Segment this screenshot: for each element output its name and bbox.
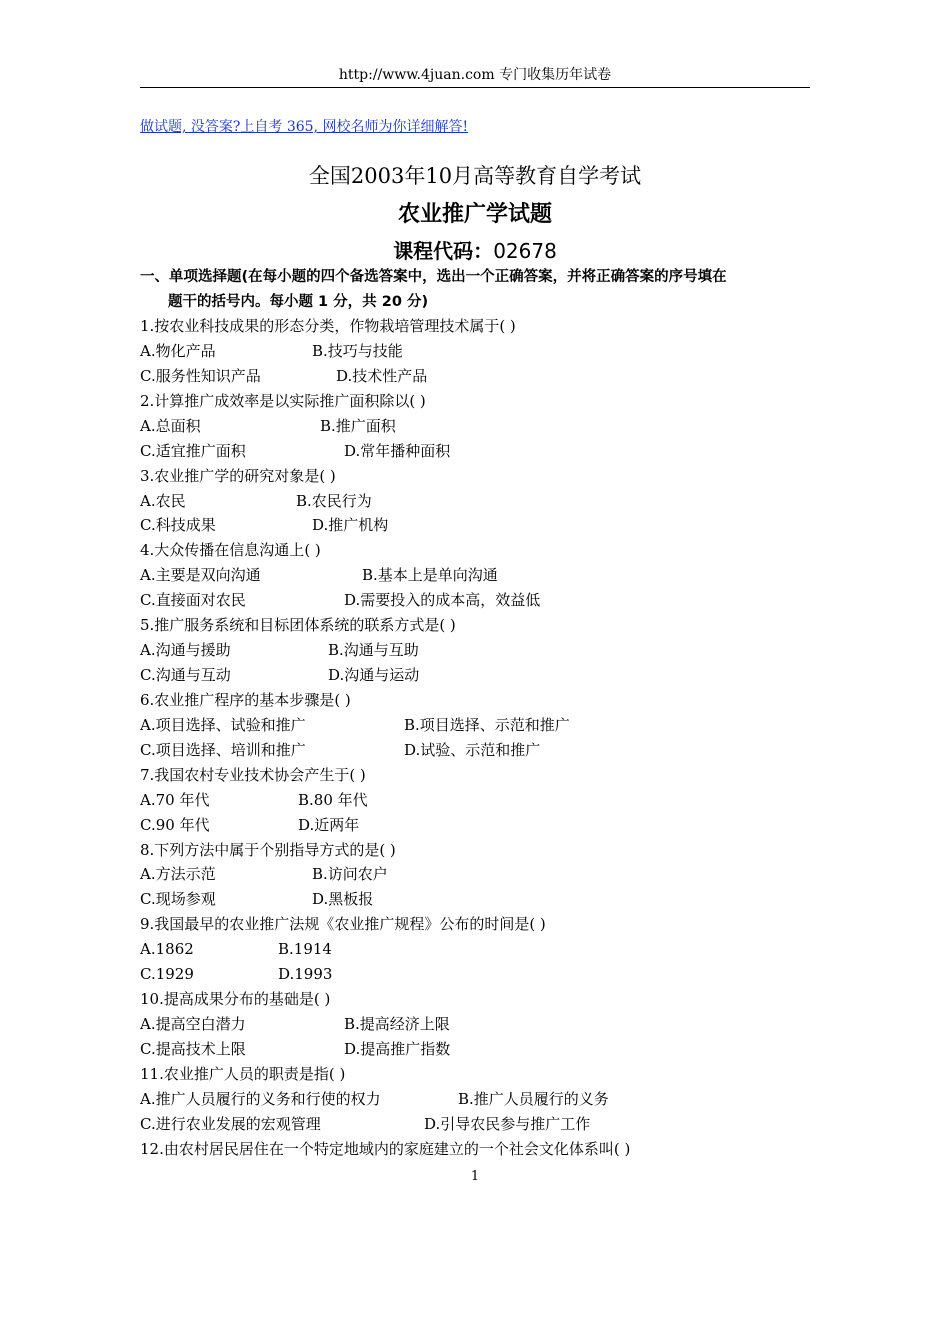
course-code-label: 课程代码： [393, 239, 494, 263]
question-10-option-b: B.提高经济上限 [344, 1015, 450, 1033]
question-9-option-c: C.1929 [140, 965, 194, 983]
question-12: 12.由农村居民居住在一个特定地域内的家庭建立的一个社会文化体系叫( ) [140, 1140, 631, 1158]
question-8-option-d: D.黑板报 [312, 890, 374, 908]
question-5: 5.推广服务系统和目标团体系统的联系方式是( ) [140, 616, 456, 634]
page-number: 1 [470, 1169, 480, 1184]
question-3: 3.农业推广学的研究对象是( ) [140, 467, 336, 485]
question-4-option-c: C.直接面对农民 [140, 591, 246, 609]
question-1: 1.按农业科技成果的形态分类，作物栽培管理技术属于( ) [140, 317, 516, 335]
question-1-option-c: C.服务性知识产品 [140, 367, 261, 385]
question-4-option-b: B.基本上是单向沟通 [362, 566, 498, 584]
question-8: 8.下列方法中属于个别指导方式的是( ) [140, 841, 396, 859]
question-3-option-a: A.农民 [140, 492, 186, 510]
question-10: 10.提高成果分布的基础是( ) [140, 990, 331, 1008]
question-7-option-a: A.70 年代 [140, 791, 210, 809]
question-7-option-d: D.近两年 [298, 816, 360, 834]
question-6-option-b: B.项目选择、示范和推广 [404, 716, 570, 734]
question-4-option-a: A.主要是双向沟通 [140, 566, 261, 584]
question-1-option-b: B.技巧与技能 [312, 342, 403, 360]
question-10-option-d: D.提高推广指数 [344, 1040, 451, 1058]
course-code-value: 02678 [493, 239, 557, 263]
question-9: 9.我国最早的农业推广法规《农业推广规程》公布的时间是( ) [140, 915, 546, 933]
promo-link[interactable]: 做试题, 没答案?上自考 365, 网校名师为你详细解答! [140, 119, 469, 135]
question-4-option-d: D.需要投入的成本高，效益低 [344, 591, 541, 609]
question-3-option-b: B.农民行为 [296, 492, 372, 510]
question-6: 6.农业推广程序的基本步骤是( ) [140, 691, 351, 709]
question-4: 4.大众传播在信息沟通上( ) [140, 541, 321, 559]
question-1-option-d: D.技术性产品 [336, 367, 428, 385]
question-2-option-d: D.常年播种面积 [344, 442, 451, 460]
question-7-option-c: C.90 年代 [140, 816, 210, 834]
question-7: 7.我国农村专业技术协会产生于( ) [140, 766, 366, 784]
subject-title: 农业推广学试题 [397, 202, 552, 227]
question-8-option-b: B.访问农户 [312, 865, 388, 883]
question-2-option-c: C.适宜推广面积 [140, 442, 246, 460]
question-10-option-a: A.提高空白潜力 [140, 1015, 246, 1033]
question-11-option-b: B.推广人员履行的义务 [458, 1090, 609, 1108]
exam-title: 全国2003年10月高等教育自学考试 [308, 164, 642, 188]
section-heading-line1: 一、单项选择题(在每小题的四个备选答案中，选出一个正确答案，并将正确答案的序号填在 [140, 269, 727, 285]
question-5-option-c: C.沟通与互动 [140, 666, 231, 684]
question-3-option-d: D.推广机构 [312, 516, 389, 534]
question-11-option-a: A.推广人员履行的义务和行使的权力 [140, 1090, 381, 1108]
page-header: http://www.4juan.com 专门收集历年试卷 [338, 67, 612, 83]
course-code [140, 237, 810, 265]
question-3-option-c: C.科技成果 [140, 516, 216, 534]
question-9-option-b: B.1914 [278, 940, 332, 958]
question-11-option-d: D.引导农民参与推广工作 [424, 1115, 591, 1133]
question-7-option-b: B.80 年代 [298, 791, 368, 809]
question-2-option-b: B.推广面积 [320, 417, 396, 435]
question-2: 2.计算推广成效率是以实际推广面积除以( ) [140, 392, 426, 410]
question-10-option-c: C.提高技术上限 [140, 1040, 246, 1058]
section-heading-line2: 题干的括号内。每小题 1 分，共 20 分) [168, 294, 429, 310]
question-5-option-a: A.沟通与援助 [140, 641, 231, 659]
question-6-option-d: D.试验、示范和推广 [404, 741, 541, 759]
question-5-option-d: D.沟通与运动 [328, 666, 420, 684]
question-1-option-a: A.物化产品 [140, 342, 216, 360]
question-5-option-b: B.沟通与互助 [328, 641, 419, 659]
question-8-option-c: C.现场参观 [140, 890, 216, 908]
question-11: 11.农业推广人员的职责是指( ) [140, 1065, 346, 1083]
question-11-option-c: C.进行农业发展的宏观管理 [140, 1115, 321, 1133]
question-6-option-c: C.项目选择、培训和推广 [140, 741, 306, 759]
question-9-option-a: A.1862 [140, 940, 194, 958]
question-2-option-a: A.总面积 [140, 417, 201, 435]
section-heading [140, 265, 815, 315]
header-divider [140, 87, 810, 88]
question-8-option-a: A.方法示范 [140, 865, 216, 883]
question-6-option-a: A.项目选择、试验和推广 [140, 716, 306, 734]
question-9-option-d: D.1993 [278, 965, 333, 983]
